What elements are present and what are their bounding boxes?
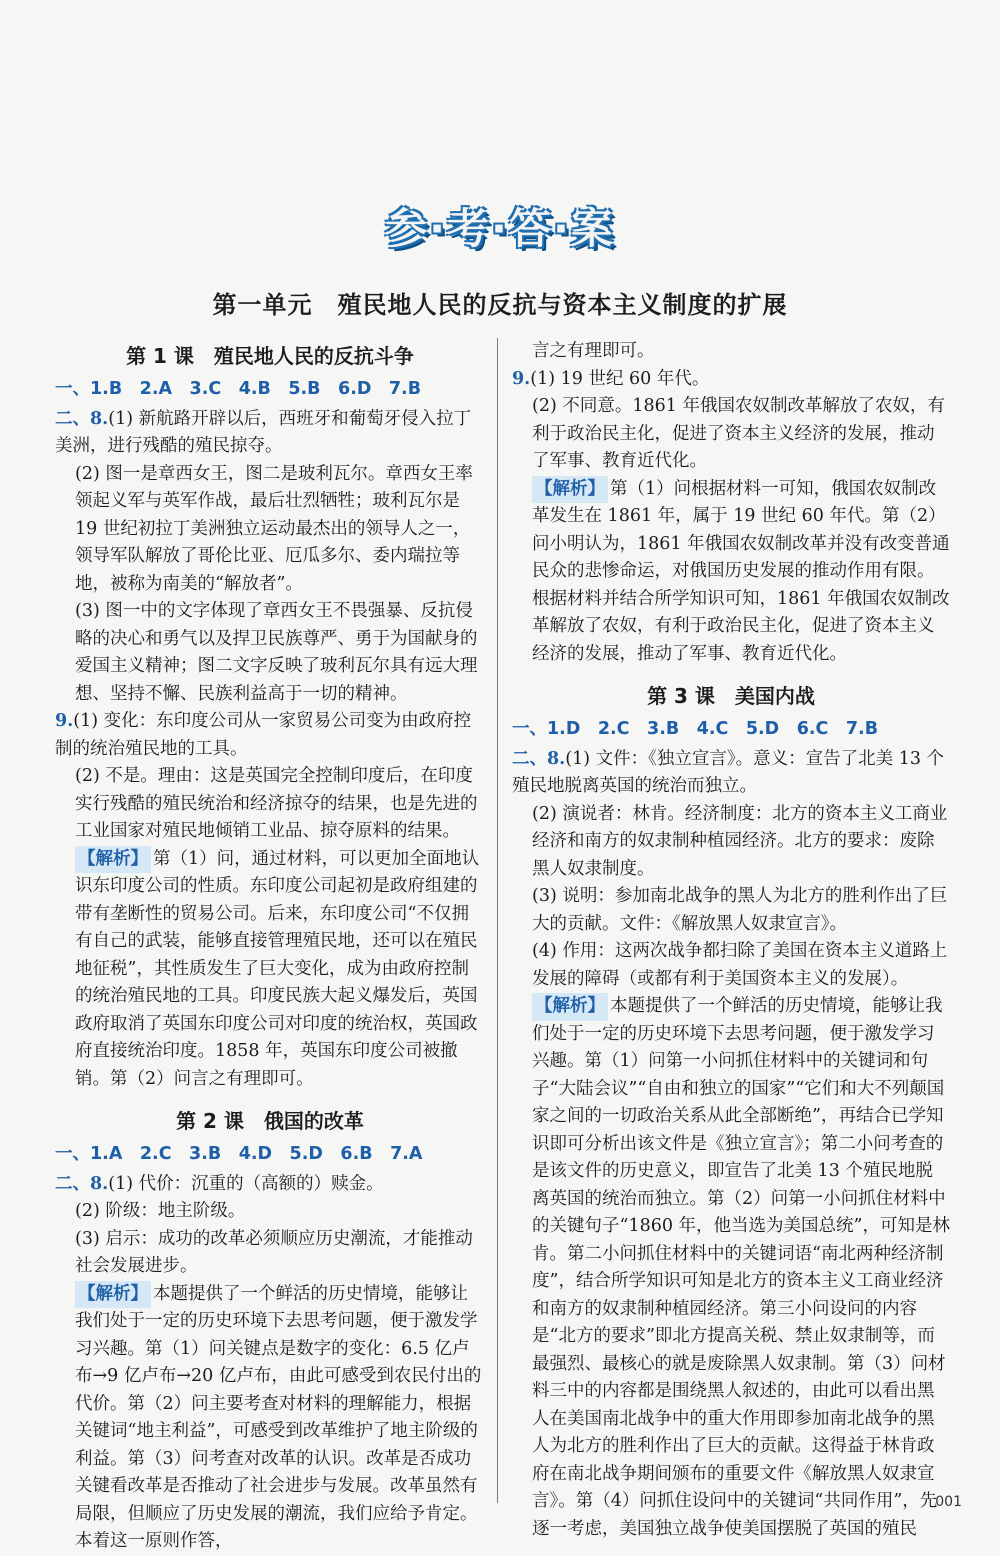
analysis-tag: 【解析】 — [75, 1281, 151, 1309]
right-column — [512, 338, 950, 1543]
lesson-2-q8-part-2: (2) 阶级：地主阶级。 — [75, 1201, 246, 1221]
lesson-3-q8-part-4: (4) 作用：这两次战争都扫除了美国在资本主义道路上发展的障碍（或都有利于美国资本主义的发展）。 — [532, 941, 948, 989]
lesson-3-q8-part-3: (3) 说明：参加南北战争的黑人为北方的胜利作出了巨大的贡献。文件：《解放黑人奴隶宣言》。 — [532, 886, 948, 934]
lesson-2-mcq-answers: 一、1.A 2.C 3.B 4.D 5.D 6.B 7.A — [55, 1144, 423, 1164]
lesson-2-q9-part-1: 9.(1) 19 世纪 60 年代。 — [512, 368, 710, 389]
q8-label: 二、8. — [55, 408, 109, 429]
q8-label: 二、8. — [512, 748, 566, 769]
q9-label: 9. — [512, 368, 531, 389]
lesson-2-q8-part-3: (3) 启示：成功的改革必须顺应历史潮流，才能推动社会发展进步。 — [75, 1228, 473, 1276]
q9-label: 9. — [55, 711, 74, 731]
q8-label: 二、8. — [55, 1173, 109, 1194]
lesson-1-mcq-answers: 一、1.B 2.A 3.C 4.B 5.B 6.D 7.B — [55, 379, 422, 399]
analysis-tag: 【解析】 — [532, 993, 608, 1021]
lesson-1-q8-part-1: 二、8.(1) 新航路开辟以后，西班牙和葡萄牙侵入拉丁美洲，进行残酷的殖民掠夺。 — [55, 408, 472, 456]
analysis-tag: 【解析】 — [532, 476, 608, 504]
page-number: 001 — [935, 1494, 962, 1510]
unit-heading: 第一单元 殖民地人民的反抗与资本主义制度的扩展 — [212, 291, 788, 319]
lesson-1-q8-part-2: (2) 图一是章西女王，图二是玻利瓦尔。章西女王率领起义军与英军作战，最后壮烈牺牲；玻利瓦尔是 19 世纪初拉丁美洲独立运动最杰出的领导人之一，领导军队解放了哥伦比亚、厄瓜多尔、委内瑞拉等地，被称为南美的“解放者”。 — [75, 463, 473, 594]
lesson-1-analysis: 【解析】 第（1）问，通过材料，可以更加全面地认识东印度公司的性质。东印度公司起初是政府组建的带有垄断性的贸易公司。后来，东印度公司“不仅拥有自己的武装，能够直接管理殖民地，还可以在殖民地征税”，其性质发生了巨大变化，成为由政府控制的统治殖民地的工具。印度民族大起义爆发后，英国政府取消了英国东印度公司对印度的统治权，英国政府直接统治印度。1858 年，英国东印度公司被撤销。第（2）问言之有理即可。 — [55, 846, 485, 1094]
lesson-3-analysis: 【解析】 本题提供了一个鲜活的历史情境，能够让我们处于一定的历史环境下去思考问题，便于激发学习兴趣。第（1）问第一小问抓住材料中的关键词和句子“大陆会议”“自由和独立的国家”“它们和大不列颠国家之间的一切政治关系从此全部断绝”，再结合已学知识即可分析出该文件是《独立宣言》；第二小问考查的是该文件的历史意义，即宣告了北美 13 个殖民地脱离英国的统治而独立。第（2）问第一小问抓住材料中的关键句子“1860 年，他当选为美国总统”，可知是林肯。第二小问抓住材料中的关键词语“南北两种经济制度”，结合所学知识可知是北方的资本主义工商业经济和南方的奴隶制种植园经济。第三小问设问的内容是“北方的要求”即北方提高关税、禁止奴隶制等，而最强烈、最核心的就是废除黑人奴隶制。第（3）问材料三中的内容都是围绕黑人叙述的，由此可以看出黑人在美国南北战争中的重大作用即参加南北战争的黑人为北方的胜利作出了巨大的贡献。这得益于林肯政府在南北战争期间颁布的重要文件《解放黑人奴隶宣言》。第（4）问抓住设问中的关键词“共同作用”，先逐一考虑，美国独立战争使美国摆脱了英国的殖民 — [512, 993, 950, 1543]
lesson-2-analysis: 【解析】 本题提供了一个鲜活的历史情境，能够让我们处于一定的历史环境下去思考问题，便于激发学习兴趣。第（1）问关键点是数字的变化：6.5 亿卢布→9 亿卢布→20 亿卢布，由此可感受到农民付出的代价。第（2）问主要考查对材料的理解能力，根据关键词“地主利益”，可感受到改革维护了地主阶级的利益。第（3）问考查对改革的认识。改革是否成功关键看改革是否推动了社会进步与发展。改革虽然有局限，但顺应了历史发展的潮流，我们应给予肯定。本着这一原则作答， — [55, 1281, 485, 1556]
page-title: 参·考·答·案 — [385, 204, 615, 253]
lesson-2-q9-part-2: (2) 不同意。1861 年俄国农奴制改革解放了农奴，有利于政治民主化，促进了资本主义经济的发展，推动了军事、教育近代化。 — [532, 396, 945, 471]
lesson-3-q8-part-1: 二、8.(1) 文件：《独立宣言》。意义：宣告了北美 13 个殖民地脱离英国的统治而独立。 — [512, 748, 945, 796]
lesson-3-mcq-answers: 一、1.D 2.C 3.B 4.C 5.D 6.C 7.B — [512, 719, 879, 739]
lesson-2-title: 第 2 课 俄国的改革 — [176, 1109, 364, 1133]
lesson-1-title: 第 1 课 殖民地人民的反抗斗争 — [126, 344, 414, 368]
lesson-2-continuation: 言之有理即可。 — [532, 341, 655, 361]
lesson-3-title: 第 3 课 美国内战 — [647, 684, 815, 708]
lesson-2-analysis-2: 【解析】 第（1）问根据材料一可知，俄国农奴制改革发生在 1861 年，属于 19 世纪 60 年代。第（2）问小明认为，1861 年俄国农奴制改革并没有改变普通民众的悲惨命运，对俄国历史发展的推动作用有限。根据材料并结合所学知识可知，1861 年俄国农奴制改革解放了农奴，有利于政治民主化，促进了资本主义经济的发展，推动了军事、教育近代化。 — [512, 476, 950, 669]
left-column — [55, 338, 485, 1556]
analysis-tag: 【解析】 — [75, 846, 151, 874]
lesson-2-q8-part-1: 二、8.(1) 代价：沉重的（高额的）赎金。 — [55, 1173, 384, 1194]
column-divider — [497, 338, 498, 1503]
lesson-1-q8-part-3: (3) 图一中的文字体现了章西女王不畏强暴、反抗侵略的决心和勇气以及捍卫民族尊严、勇于为国献身的爱国主义精神；图二文字反映了玻利瓦尔具有远大理想、坚持不懈、民族利益高于一切的精神。 — [75, 601, 478, 704]
lesson-3-q8-part-2: (2) 演说者：林肯。经济制度：北方的资本主义工商业经济和南方的奴隶制种植园经济。北方的要求：废除黑人奴隶制度。 — [532, 803, 948, 879]
lesson-1-q9-part-1: 9.(1) 变化：东印度公司从一家贸易公司变为由政府控制的统治殖民地的工具。 — [55, 711, 472, 759]
lesson-1-q9-part-2: (2) 不是。理由：这是英国完全控制印度后，在印度实行残酷的殖民统治和经济掠夺的结果，也是先进的工业国家对殖民地倾销工业品、掠夺原料的结果。 — [75, 766, 478, 841]
